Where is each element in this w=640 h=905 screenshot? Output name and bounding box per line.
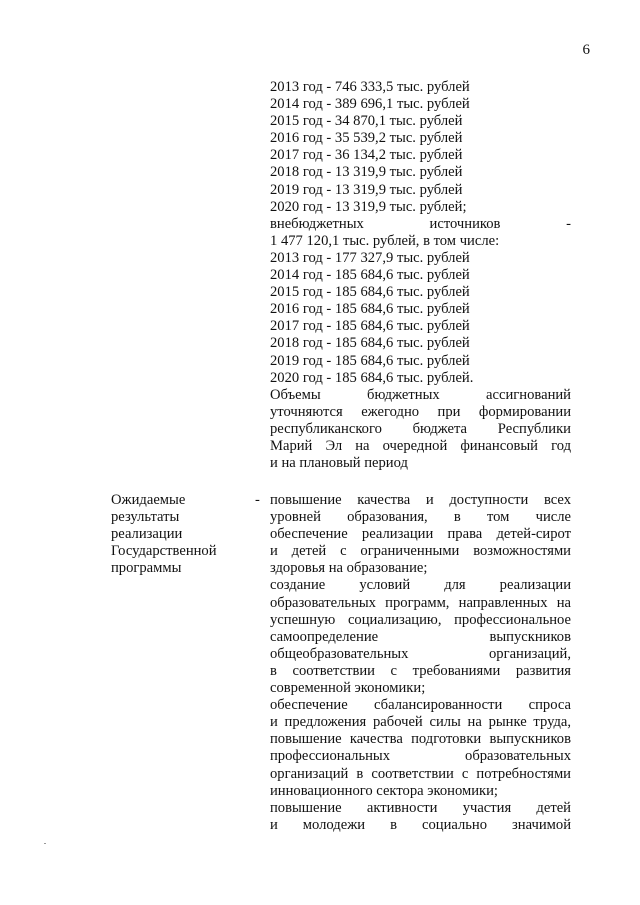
results-line: профессиональных образовательных (270, 748, 571, 765)
results-line: здоровья на образование; (270, 560, 428, 577)
results-line: успешную социализацию, профессиональное (270, 611, 571, 628)
funding-line: 2020 год - 13 319,9 тыс. рублей; (270, 198, 467, 215)
results-line: самоопределение выпускников (270, 628, 571, 645)
results-line: образовательных программ, направленных на (270, 594, 571, 611)
funding-line: 2017 год - 185 684,6 тыс. рублей (270, 318, 470, 335)
funding-line: 2020 год - 185 684,6 тыс. рублей. (270, 369, 474, 386)
funding-line: 2018 год - 185 684,6 тыс. рублей (270, 335, 470, 352)
results-line: повышение качества и доступности всех (270, 492, 571, 508)
funding-line: 2019 год - 13 319,9 тыс. рублей (270, 181, 463, 198)
funding-line: 2014 год - 389 696,1 тыс. рублей (270, 96, 470, 113)
section-label-line: Государственной (111, 543, 217, 560)
funding-line: 2016 год - 185 684,6 тыс. рублей (270, 301, 470, 318)
results-line: создание условий для реализации (270, 577, 571, 594)
funding-line: 2013 год - 177 327,9 тыс. рублей (270, 249, 470, 266)
funding-line: 2019 год - 185 684,6 тыс. рублей (270, 352, 470, 369)
section-label-line: Ожидаемые (111, 492, 186, 508)
funding-line: 2015 год - 185 684,6 тыс. рублей (270, 284, 470, 301)
section-dash: - (255, 492, 260, 508)
funding-line: 1 477 120,1 тыс. рублей, в том числе: (270, 232, 500, 249)
funding-line: внебюджетных источников - (270, 215, 571, 232)
results-line: повышение качества подготовки выпускников (270, 731, 571, 748)
funding-line: Объемы бюджетных ассигнований (270, 386, 571, 403)
results-line: повышение активности участия детей (270, 799, 571, 816)
section-label-expected-results (111, 492, 251, 577)
results-line: обеспечение сбалансированности спроса (270, 697, 571, 714)
results-line: организаций в соответствии с потребностями (270, 765, 571, 782)
scan-speck (44, 843, 46, 844)
funding-line: 2016 год - 35 539,2 тыс. рублей (270, 130, 463, 147)
funding-line: 2018 год - 13 319,9 тыс. рублей (270, 164, 463, 181)
expected-results-text (270, 492, 571, 834)
funding-line: 2013 год - 746 333,5 тыс. рублей (270, 79, 470, 95)
page-number: 6 (582, 42, 590, 58)
funding-line: и на плановый период (270, 455, 408, 472)
funding-line: 2015 год - 34 870,1 тыс. рублей (270, 113, 463, 130)
funding-line: 2014 год - 185 684,6 тыс. рублей (270, 267, 470, 284)
results-line: и детей с ограниченными возможностями (270, 543, 571, 560)
section-label-line: программы (111, 560, 182, 577)
funding-line: 2017 год - 36 134,2 тыс. рублей (270, 147, 463, 164)
funding-line: Марий Эл на очередной финансовый год (270, 437, 571, 454)
results-line: инновационного сектора экономики; (270, 782, 498, 799)
results-line: современной экономики; (270, 680, 426, 697)
funding-volume-text (270, 79, 571, 472)
results-line: уровней образования, в том числе (270, 509, 571, 526)
results-line: и предложения рабочей силы на рынке труда, (270, 714, 571, 731)
results-line: в соответствии с требованиями развития (270, 662, 571, 679)
funding-line: республиканского бюджета Республики (270, 420, 571, 437)
results-line: обеспечение реализации права детей-сирот (270, 526, 571, 543)
section-label-line: результаты (111, 509, 180, 526)
results-line: и молодежи в социально значимой (270, 816, 571, 833)
funding-line: уточняются ежегодно при формировании (270, 403, 571, 420)
results-line: общеобразовательных организаций, (270, 645, 571, 662)
section-label-line: реализации (111, 526, 183, 543)
